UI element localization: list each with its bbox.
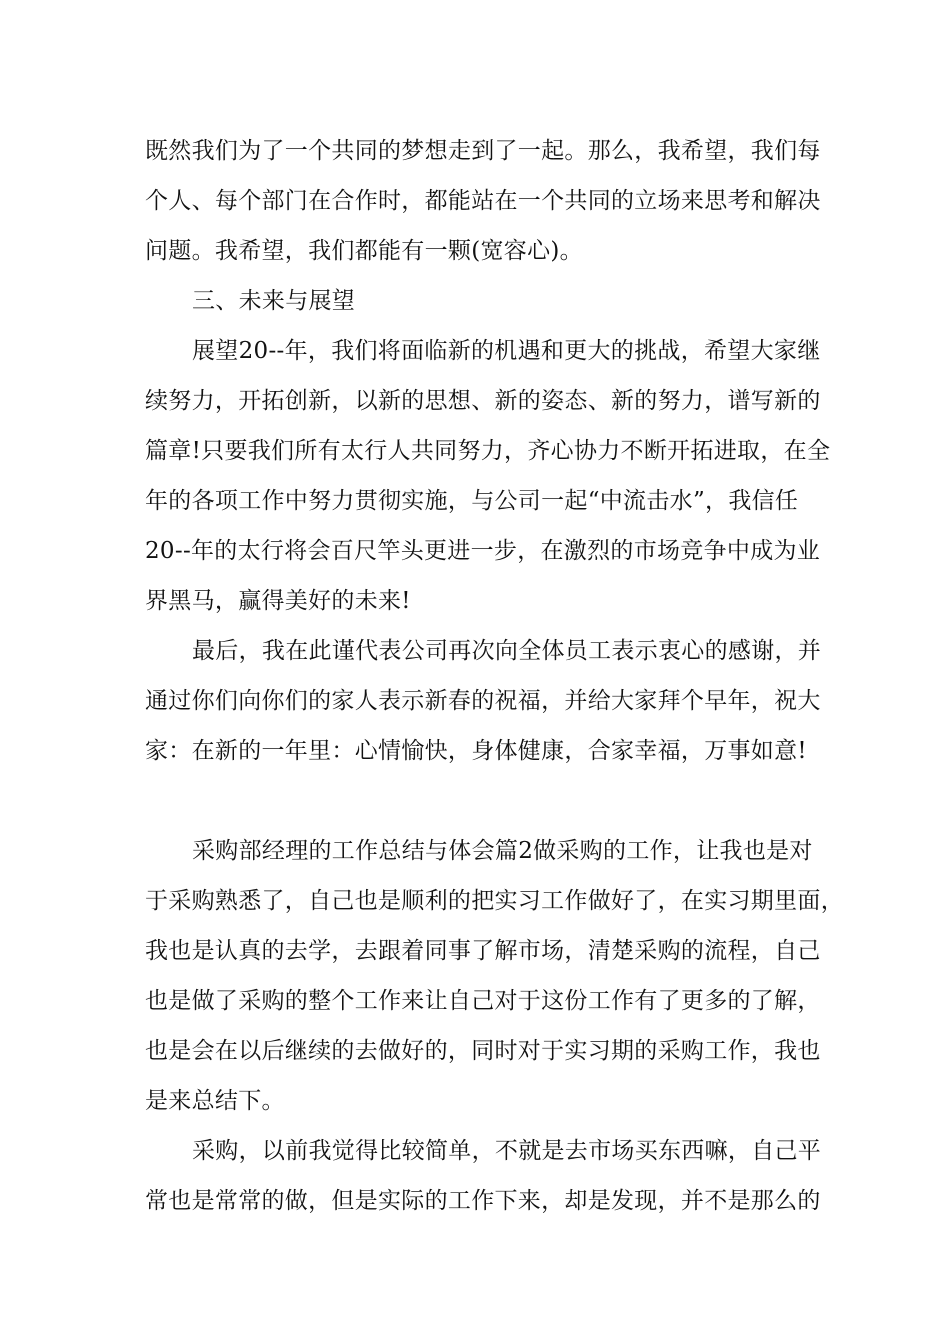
text-line: 续努力，开拓创新，以新的思想、新的姿态、新的努力，谱写新的 bbox=[145, 388, 821, 414]
text-line: 展望20--年，我们将面临新的机遇和更大的挑战，希望大家继 bbox=[192, 338, 821, 364]
text-line: 于采购熟悉了，自己也是顺利的把实习工作做好了，在实习期里面， bbox=[145, 888, 844, 914]
text-line: 家：在新的一年里：心情愉快，身体健康，合家幸福，万事如意! bbox=[145, 738, 807, 764]
text-line: 最后，我在此谨代表公司再次向全体员工表示衷心的感谢，并 bbox=[192, 638, 822, 664]
text-line: 界黑马，赢得美好的未来! bbox=[145, 588, 411, 614]
text-line: 常也是常常的做，但是实际的工作下来，却是发现，并不是那么的 bbox=[145, 1188, 821, 1214]
text-line: 通过你们向你们的家人表示新春的祝福，并给大家拜个早年，祝大 bbox=[145, 688, 821, 714]
text-line: 我也是认真的去学，去跟着同事了解市场，清楚采购的流程，自己 bbox=[145, 938, 821, 964]
text-line: 采购，以前我觉得比较简单，不就是去市场买东西嘛，自己平 bbox=[192, 1138, 822, 1164]
text-line: 也是会在以后继续的去做好的，同时对于实习期的采购工作，我也 bbox=[145, 1038, 821, 1064]
section-heading: 三、未来与展望 bbox=[192, 288, 356, 314]
text-line: 篇章!只要我们所有太行人共同努力，齐心协力不断开拓进取，在全 bbox=[145, 438, 831, 464]
text-line: 既然我们为了一个共同的梦想走到了一起。那么，我希望，我们每 bbox=[145, 138, 821, 164]
text-line: 20--年的太行将会百尺竿头更进一步，在激烈的市场竞争中成为业 bbox=[145, 538, 821, 564]
text-line: 是来总结下。 bbox=[145, 1088, 285, 1114]
text-line: 年的各项工作中努力贯彻实施，与公司一起“中流击水”，我信任 bbox=[145, 488, 799, 514]
text-line: 个人、每个部门在合作时，都能站在一个共同的立场来思考和解决 bbox=[145, 188, 821, 214]
text-line: 采购部经理的工作总结与体会篇2做采购的工作，让我也是对 bbox=[192, 838, 813, 864]
text-line: 也是做了采购的整个工作来让自己对于这份工作有了更多的了解， bbox=[145, 988, 821, 1014]
text-line: 问题。我希望，我们都能有一颗(宽容心)。 bbox=[145, 238, 583, 264]
